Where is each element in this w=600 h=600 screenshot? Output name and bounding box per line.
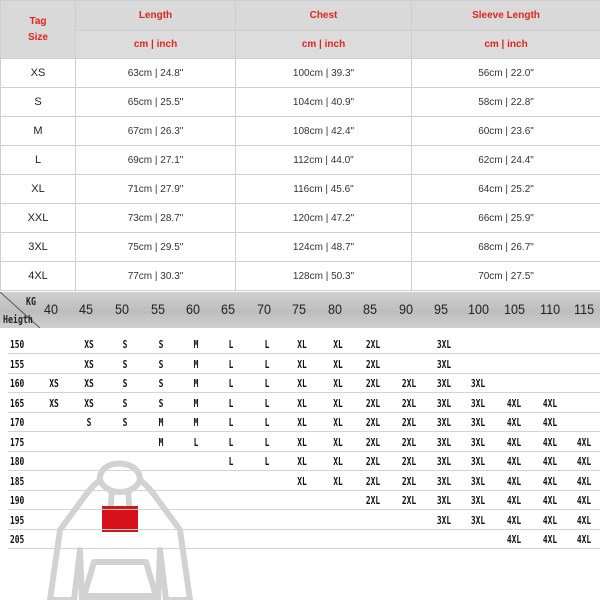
sleeve-cell: 64cm | 25.2": [412, 175, 600, 204]
length-cell: 63cm | 24.8": [76, 59, 236, 88]
fit-size-cell: L: [228, 357, 234, 371]
sleeve-cell: 70cm | 27.5": [412, 262, 600, 291]
fit-size-cell: M: [193, 416, 199, 429]
fit-size-cell: S: [158, 396, 164, 410]
length-cell: 65cm | 25.5": [76, 88, 236, 117]
weight-label: 75: [292, 301, 307, 317]
fit-size-cell: 3XL: [470, 494, 486, 507]
row-divider: [8, 431, 600, 432]
fit-size-cell: XS: [49, 396, 59, 410]
weight-label: 65: [221, 301, 236, 317]
fit-size-cell: XS: [84, 338, 94, 351]
table-row: [1, 88, 600, 117]
height-value: 155: [10, 357, 25, 371]
fit-size-cell: 4XL: [506, 396, 522, 410]
row-divider: [8, 373, 600, 374]
row-divider: [8, 353, 600, 354]
fit-size-cell: S: [122, 357, 128, 371]
height-value: 160: [10, 377, 25, 390]
chest-cell: 112cm | 44.0": [236, 146, 412, 175]
fit-size-cell: XL: [333, 455, 343, 468]
fit-size-cell: 2XL: [365, 494, 381, 507]
fit-size-cell: L: [264, 435, 270, 449]
fit-size-cell: 2XL: [401, 377, 417, 390]
fit-size-cell: 4XL: [506, 435, 522, 449]
chest-cell: 120cm | 47.2": [236, 204, 412, 233]
fit-size-cell: M: [158, 416, 164, 429]
fit-size-cell: 4XL: [576, 513, 592, 527]
fit-size-cell: XL: [297, 416, 307, 429]
weight-label: 95: [434, 301, 449, 317]
fit-size-cell: 4XL: [542, 455, 558, 468]
fit-size-cell: XL: [333, 435, 343, 449]
length-cell: 77cm | 30.3": [76, 262, 236, 291]
fit-size-cell: S: [158, 357, 164, 371]
row-divider: [8, 548, 600, 549]
fit-size-cell: 4XL: [576, 455, 592, 468]
fit-size-cell: XL: [297, 474, 307, 488]
fit-size-cell: L: [264, 357, 270, 371]
fit-size-cell: M: [193, 396, 199, 410]
fit-size-cell: 4XL: [576, 435, 592, 449]
size-cell: 4XL: [1, 262, 76, 291]
fit-size-cell: 3XL: [436, 435, 452, 449]
fit-size-cell: XL: [297, 357, 307, 371]
height-label: Heigth: [3, 313, 33, 326]
unit-label: cm | inch: [236, 31, 412, 59]
fit-size-cell: 2XL: [401, 474, 417, 488]
fit-size-cell: 3XL: [470, 513, 486, 527]
fit-size-cell: 2XL: [401, 455, 417, 468]
fit-size-cell: 4XL: [542, 435, 558, 449]
size-cell: XXL: [1, 204, 76, 233]
fit-size-cell: L: [228, 396, 234, 410]
row-divider: [8, 451, 600, 452]
row-divider: [8, 509, 600, 510]
weight-label: 105: [504, 301, 526, 317]
fit-size-cell: M: [193, 377, 199, 390]
length-cell: 69cm | 27.1": [76, 146, 236, 175]
fit-size-cell: L: [193, 435, 199, 449]
sleeve-cell: 58cm | 22.8": [412, 88, 600, 117]
fit-size-cell: L: [228, 338, 234, 351]
height-value: 180: [10, 455, 25, 468]
weight-label: 110: [540, 301, 561, 317]
fit-size-cell: S: [122, 338, 128, 351]
fit-size-cell: XL: [333, 377, 343, 390]
fit-size-cell: XS: [49, 377, 59, 390]
size-cell: S: [1, 88, 76, 117]
kg-label: KG: [26, 295, 36, 308]
fit-size-cell: 3XL: [436, 416, 452, 429]
fit-size-cell: S: [158, 377, 164, 390]
size-cell: L: [1, 146, 76, 175]
column-header-length: Length: [76, 1, 236, 31]
chest-cell: 128cm | 50.3": [236, 262, 412, 291]
height-value: 205: [10, 533, 25, 546]
fit-size-cell: XL: [333, 338, 343, 351]
table-row: [1, 262, 600, 291]
fit-size-cell: 3XL: [436, 338, 452, 351]
fit-size-cell: L: [264, 338, 270, 351]
weight-label: 50: [115, 301, 130, 317]
fit-size-cell: 3XL: [436, 474, 452, 488]
weight-label: 115: [574, 301, 595, 317]
weight-label: 40: [44, 301, 59, 317]
column-header-chest: Chest: [236, 1, 412, 31]
fit-size-cell: 2XL: [365, 377, 381, 390]
fit-size-cell: S: [122, 396, 128, 410]
fit-size-cell: 2XL: [401, 396, 417, 410]
fit-size-cell: L: [228, 377, 234, 390]
tag-size-header: [1, 1, 76, 59]
height-value: 170: [10, 416, 25, 429]
row-divider: [8, 470, 600, 471]
length-cell: 67cm | 26.3": [76, 117, 236, 146]
size-cell: M: [1, 117, 76, 146]
weight-label: 85: [363, 301, 378, 317]
height-value: 150: [10, 338, 25, 351]
fit-size-cell: 2XL: [365, 474, 381, 488]
size-label: Size: [27, 31, 48, 43]
fit-size-cell: 2XL: [401, 416, 417, 429]
fit-size-cell: XL: [333, 396, 343, 410]
fit-size-cell: 4XL: [506, 474, 522, 488]
column-header-sleeve: Sleeve Length: [412, 1, 600, 31]
unit-label: cm | inch: [76, 31, 236, 59]
fit-size-cell: M: [158, 435, 164, 449]
height-value: 195: [10, 513, 25, 527]
fit-size-cell: XL: [297, 435, 307, 449]
fit-size-cell: S: [122, 377, 128, 390]
fit-size-cell: 4XL: [506, 455, 522, 468]
fit-size-cell: 3XL: [436, 455, 452, 468]
fit-chart-grid: [0, 330, 600, 592]
fit-size-cell: 2XL: [365, 435, 381, 449]
fit-size-cell: 3XL: [436, 377, 452, 390]
fit-size-cell: S: [158, 338, 164, 351]
fit-size-cell: 4XL: [542, 533, 558, 546]
table-row: [1, 204, 600, 233]
fit-size-cell: M: [193, 357, 199, 371]
fit-size-cell: S: [122, 416, 128, 429]
table-row: [1, 59, 600, 88]
fit-size-cell: 4XL: [506, 513, 522, 527]
length-cell: 75cm | 29.5": [76, 233, 236, 262]
fit-size-cell: 3XL: [436, 513, 452, 527]
fit-size-cell: XL: [297, 338, 307, 351]
fit-size-cell: 4XL: [542, 513, 558, 527]
fit-size-cell: 3XL: [470, 435, 486, 449]
fit-size-cell: L: [264, 455, 270, 468]
fit-size-cell: 3XL: [436, 494, 452, 507]
fit-size-cell: 4XL: [576, 494, 592, 507]
sleeve-cell: 60cm | 23.6": [412, 117, 600, 146]
weight-label: 90: [399, 301, 414, 317]
chest-cell: 104cm | 40.9": [236, 88, 412, 117]
weight-label: 70: [257, 301, 272, 317]
fit-size-cell: XS: [84, 377, 94, 390]
fit-size-cell: L: [228, 435, 234, 449]
fit-size-cell: 4XL: [542, 396, 558, 410]
fit-size-cell: L: [228, 416, 234, 429]
fit-size-cell: 3XL: [470, 474, 486, 488]
fit-size-cell: 2XL: [365, 357, 381, 371]
fit-size-cell: XL: [333, 357, 343, 371]
sleeve-cell: 62cm | 24.4": [412, 146, 600, 175]
fit-size-cell: 4XL: [506, 416, 522, 429]
height-value: 175: [10, 435, 25, 449]
fit-size-cell: XL: [297, 377, 307, 390]
weight-label: 45: [79, 301, 94, 317]
fit-size-cell: M: [193, 338, 199, 351]
weight-label: 60: [186, 301, 201, 317]
chest-cell: 116cm | 45.6": [236, 175, 412, 204]
fit-size-cell: 4XL: [576, 533, 592, 546]
fit-size-cell: 3XL: [470, 396, 486, 410]
fit-size-cell: 3XL: [436, 396, 452, 410]
fit-size-cell: 3XL: [470, 377, 486, 390]
fit-size-cell: XL: [297, 455, 307, 468]
chest-cell: 100cm | 39.3": [236, 59, 412, 88]
size-table: [0, 0, 600, 291]
fit-size-cell: XL: [333, 474, 343, 488]
fit-size-cell: 3XL: [470, 416, 486, 429]
row-divider: [8, 392, 600, 393]
fit-size-cell: 4XL: [506, 533, 522, 546]
chest-cell: 108cm | 42.4": [236, 117, 412, 146]
size-cell: XS: [1, 59, 76, 88]
fit-size-cell: L: [264, 396, 270, 410]
fit-size-cell: L: [228, 455, 234, 468]
table-row: [1, 175, 600, 204]
fit-size-cell: XS: [84, 357, 94, 371]
fit-size-cell: XL: [333, 416, 343, 429]
fit-size-cell: 2XL: [401, 435, 417, 449]
fit-size-cell: 2XL: [365, 416, 381, 429]
height-value: 165: [10, 396, 25, 410]
height-value: 185: [10, 474, 25, 488]
fit-size-cell: 2XL: [401, 494, 417, 507]
fit-size-cell: 2XL: [365, 338, 381, 351]
length-cell: 73cm | 28.7": [76, 204, 236, 233]
fit-size-cell: 4XL: [576, 474, 592, 488]
length-cell: 71cm | 27.9": [76, 175, 236, 204]
height-value: 190: [10, 494, 25, 507]
sleeve-cell: 66cm | 25.9": [412, 204, 600, 233]
fit-size-cell: 4XL: [542, 474, 558, 488]
chest-cell: 124cm | 48.7": [236, 233, 412, 262]
fit-size-cell: XS: [84, 396, 94, 410]
fit-size-cell: XL: [297, 396, 307, 410]
fit-size-cell: 4XL: [542, 416, 558, 429]
row-divider: [8, 412, 600, 413]
row-divider: [8, 490, 600, 491]
table-row: [1, 117, 600, 146]
weight-label: 100: [468, 301, 490, 317]
unit-label: cm | inch: [412, 31, 600, 59]
tag-label: Tag: [29, 15, 47, 27]
table-row: [1, 146, 600, 175]
fit-size-cell: S: [86, 416, 92, 429]
fit-size-cell: 3XL: [436, 357, 452, 371]
weight-label: 80: [328, 301, 343, 317]
fit-size-cell: 3XL: [470, 455, 486, 468]
sleeve-cell: 68cm | 26.7": [412, 233, 600, 262]
fit-size-cell: 4XL: [542, 494, 558, 507]
fit-size-cell: L: [264, 416, 270, 429]
fit-size-cell: 2XL: [365, 396, 381, 410]
fit-size-cell: L: [264, 377, 270, 390]
size-cell: 3XL: [1, 233, 76, 262]
weight-label: 55: [151, 301, 166, 317]
row-divider: [8, 529, 600, 530]
fit-size-cell: 4XL: [506, 494, 522, 507]
size-cell: XL: [1, 175, 76, 204]
fit-size-cell: 2XL: [365, 455, 381, 468]
sleeve-cell: 56cm | 22.0": [412, 59, 600, 88]
table-row: [1, 233, 600, 262]
